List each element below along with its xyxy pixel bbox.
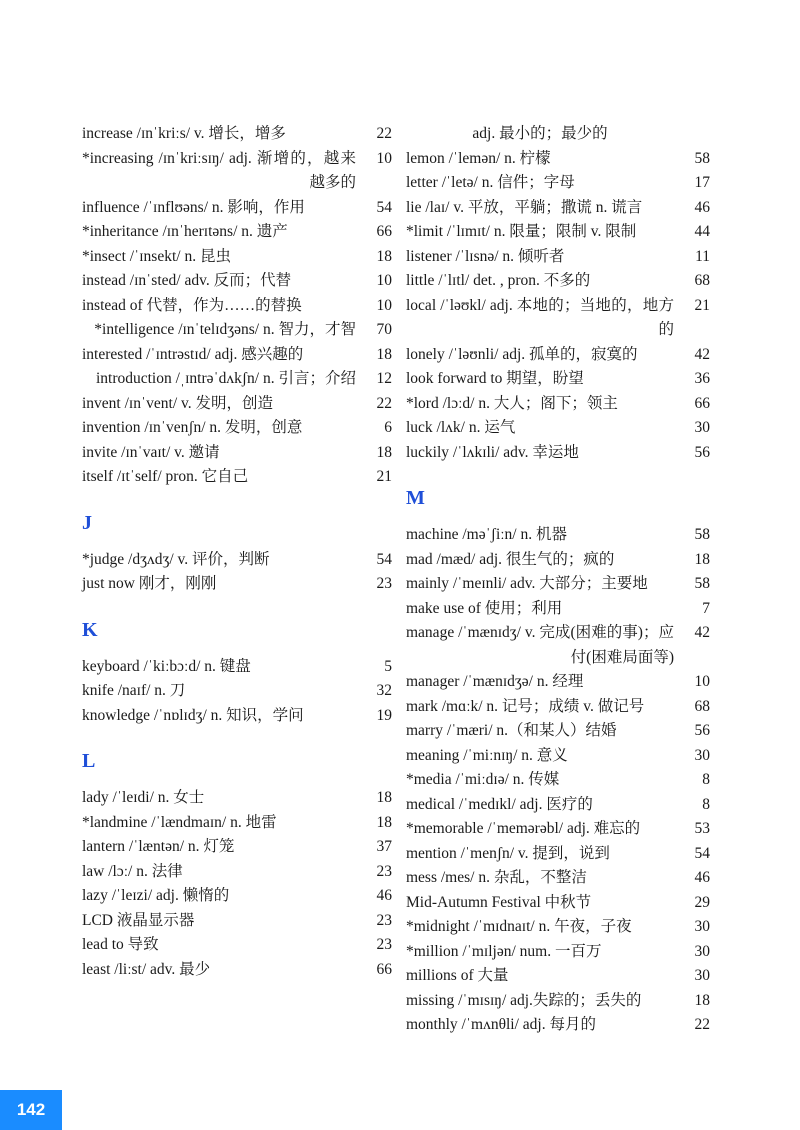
entry-page-number: 46 <box>694 198 710 216</box>
entry-page-number: 54 <box>694 844 710 862</box>
entry-page-number: 54 <box>376 550 392 568</box>
entry-text: Mid-Autumn Festival 中秋节 <box>406 893 592 911</box>
glossary-entry <box>406 416 710 441</box>
entry-text: local /ˈləʊkl/ adj. 本地的；当地的，地方的 <box>406 296 674 338</box>
entry-text: lantern /ˈlæntən/ n. 灯笼 <box>82 838 235 855</box>
entry-text: invite /ɪnˈvaɪt/ v. 邀请 <box>82 443 220 461</box>
glossary-column-left <box>82 122 392 982</box>
glossary-entry <box>406 866 710 891</box>
entry-page-number: 36 <box>694 370 710 387</box>
entry-page-number: 30 <box>694 967 710 984</box>
entry-page-number: 22 <box>376 125 392 142</box>
entry-text: *landmine /ˈlændmaɪn/ n. 地雷 <box>82 813 277 831</box>
glossary-entry <box>406 441 710 466</box>
entry-text: monthly /ˈmʌnθli/ adj. 每月的 <box>406 1016 596 1033</box>
entry-page-number: 56 <box>694 443 710 461</box>
entry-page-number: 42 <box>694 624 710 641</box>
entry-text: *media /ˈmiːdɪə/ n. 传媒 <box>406 771 560 788</box>
glossary-entry <box>406 940 710 965</box>
entry-text: instead of 代替，作为……的替换 <box>82 296 302 314</box>
entry-text: influence /ˈɪnflʊəns/ n. 影响，作用 <box>82 198 305 216</box>
entry-text: introduction /ˌɪntrəˈdʌkʃn/ n. 引言；介绍 <box>95 370 356 387</box>
entry-page-number: 10 <box>376 272 392 289</box>
section-letter: K <box>82 618 98 641</box>
entry-page-number: 8 <box>702 795 710 813</box>
entry-text: marry /ˈmæri/ n.（和某人）结婚 <box>406 722 617 739</box>
glossary-entry <box>406 269 710 294</box>
entry-page-number: 46 <box>376 887 392 904</box>
glossary-entry <box>82 416 392 441</box>
glossary-entry <box>406 147 710 172</box>
glossary-entry <box>82 811 392 836</box>
entry-page-number: 18 <box>694 991 710 1009</box>
entry-page-number: 30 <box>694 746 710 764</box>
glossary-entry <box>82 220 392 245</box>
section-letter: L <box>82 750 96 772</box>
entry-text: *judge /dʒʌdʒ/ v. 评价，判断 <box>82 550 270 568</box>
entry-page-number: 11 <box>695 247 710 265</box>
entry-page-number: 23 <box>376 575 392 592</box>
entry-text: make use of 使用；利用 <box>406 599 563 617</box>
glossary-entry <box>406 915 710 940</box>
entry-text: *increasing /ɪnˈkriːsɪŋ/ adj. 渐增的，越来越多的 <box>82 149 356 191</box>
entry-text: lemon /ˈlemən/ n. 柠檬 <box>406 149 551 167</box>
entry-page-number: 66 <box>694 394 710 412</box>
glossary-entry <box>82 786 392 811</box>
glossary-entry <box>406 719 710 744</box>
page-number: 142 <box>0 1090 62 1130</box>
entry-page-number: 5 <box>384 657 392 675</box>
entry-page-number: 29 <box>694 893 710 911</box>
entry-page-number: 21 <box>376 468 392 485</box>
entry-text: LCD 液晶显示器 <box>82 911 195 929</box>
entry-text: *lord /lɔːd/ n. 大人；阁下；领主 <box>406 394 618 412</box>
glossary-entry <box>406 245 710 270</box>
glossary-entry <box>406 768 710 793</box>
entry-text: knife /naɪf/ n. 刀 <box>82 682 186 699</box>
glossary-entry <box>82 343 392 368</box>
entry-text: interested /ˈɪntrəstɪd/ adj. 感兴趣的 <box>82 345 304 363</box>
entry-page-number: 18 <box>376 789 392 806</box>
entry-page-number: 22 <box>694 1016 710 1033</box>
entry-page-number: 12 <box>376 370 392 387</box>
glossary-entry <box>406 572 710 597</box>
entry-page-number: 30 <box>694 419 710 436</box>
entry-text: *insect /ˈɪnsekt/ n. 昆虫 <box>82 247 231 265</box>
entry-text: luckily /ˈlʌkɪli/ adv. 幸运地 <box>406 443 579 461</box>
glossary-entry <box>406 343 710 368</box>
entry-text: lead to 导致 <box>82 936 159 953</box>
entry-text: adj. 最小的；最少的 <box>472 125 608 142</box>
entry-page-number: 37 <box>376 838 392 855</box>
entry-text: instead /ɪnˈsted/ adv. 反而；代替 <box>82 272 292 289</box>
entry-page-number: 18 <box>376 813 392 831</box>
entry-page-number: 70 <box>376 321 392 338</box>
glossary-entry <box>406 392 710 417</box>
entry-text: increase /ɪnˈkriːs/ v. 增长，增多 <box>82 125 286 142</box>
entry-page-number: 68 <box>694 272 710 289</box>
glossary-entry <box>406 670 710 695</box>
entry-text: *inheritance /ɪnˈherɪtəns/ n. 遗产 <box>82 223 288 240</box>
glossary-entry <box>82 147 392 196</box>
entry-text: mess /mes/ n. 杂乱，不整洁 <box>406 869 587 886</box>
glossary-entry <box>406 817 710 842</box>
glossary-entry <box>82 884 392 909</box>
entry-text: mainly /ˈmeɪnli/ adv. 大部分；主要地 <box>406 575 648 592</box>
entry-page-number: 58 <box>694 575 710 592</box>
entry-text: mark /mɑːk/ n. 记号；成绩 v. 做记号 <box>406 697 645 715</box>
glossary-entry <box>82 318 392 343</box>
entry-text: meaning /ˈmiːnɪŋ/ n. 意义 <box>406 746 568 764</box>
glossary-entry <box>406 294 710 343</box>
entry-text: *million /ˈmɪljən/ num. 一百万 <box>406 942 602 960</box>
entry-page-number: 66 <box>376 960 392 978</box>
entry-text: manager /ˈmænɪdʒə/ n. 经理 <box>406 673 584 690</box>
entry-page-number: 18 <box>694 550 710 568</box>
entry-page-number: 21 <box>694 296 710 314</box>
entry-page-number: 23 <box>376 911 392 929</box>
entry-text: lie /laɪ/ v. 平放，平躺；撒谎 n. 谎言 <box>406 198 643 216</box>
entry-page-number: 32 <box>376 682 392 699</box>
glossary-entry <box>82 122 392 147</box>
entry-page-number: 10 <box>694 673 710 690</box>
entry-text: medical /ˈmedɪkl/ adj. 医疗的 <box>406 795 593 813</box>
glossary-entry <box>406 621 710 670</box>
entry-page-number: 10 <box>376 149 392 167</box>
entry-text: mention /ˈmenʃn/ v. 提到，说到 <box>406 844 610 862</box>
entry-page-number: 56 <box>694 722 710 739</box>
entry-page-number: 30 <box>694 942 710 960</box>
entry-page-number: 18 <box>376 345 392 363</box>
glossary-entry <box>406 744 710 769</box>
glossary-entry <box>406 1013 710 1038</box>
entry-text: look forward to 期望，盼望 <box>406 370 584 387</box>
entry-text: knowledge /ˈnɒlɪdʒ/ n. 知识，学问 <box>82 706 304 724</box>
entry-text: *intelligence /ɪnˈtelɪdʒəns/ n. 智力，才智 <box>94 321 356 338</box>
glossary-entry <box>82 909 392 934</box>
entry-page-number: 44 <box>694 223 710 240</box>
glossary-entry <box>82 196 392 221</box>
glossary-entry <box>82 933 392 958</box>
glossary-entry <box>82 704 392 729</box>
entry-text: keyboard /ˈkiːbɔːd/ n. 键盘 <box>82 657 251 675</box>
glossary-entry-continuation <box>406 122 710 147</box>
glossary-entry <box>82 367 392 392</box>
entry-text: machine /məˈʃiːn/ n. 机器 <box>406 526 567 543</box>
entry-page-number: 23 <box>376 862 392 880</box>
entry-text: invention /ɪnˈvenʃn/ n. 发明，创意 <box>82 419 303 436</box>
entry-page-number: 58 <box>694 526 710 543</box>
entry-text: law /lɔː/ n. 法律 <box>82 862 183 880</box>
glossary-entry <box>82 294 392 319</box>
entry-text: lonely /ˈləʊnli/ adj. 孤单的，寂寞的 <box>406 345 638 363</box>
entry-page-number: 23 <box>376 936 392 953</box>
entry-page-number: 22 <box>376 394 392 412</box>
entry-page-number: 17 <box>694 174 710 191</box>
section-letter: M <box>406 487 425 509</box>
entry-page-number: 53 <box>694 820 710 837</box>
glossary-entry <box>406 171 710 196</box>
entry-page-number: 18 <box>376 443 392 461</box>
glossary-entry <box>82 548 392 573</box>
glossary-entry <box>406 695 710 720</box>
entry-page-number: 6 <box>384 419 392 436</box>
entry-page-number: 30 <box>694 918 710 935</box>
glossary-entry <box>82 392 392 417</box>
entry-page-number: 8 <box>702 771 710 788</box>
glossary-entry <box>406 842 710 867</box>
glossary-entry <box>82 269 392 294</box>
glossary-entry <box>406 891 710 916</box>
entry-text: listener /ˈlɪsnə/ n. 倾听者 <box>406 247 565 265</box>
entry-text: manage /ˈmænɪdʒ/ v. 完成(困难的事)；应付(困难局面等) <box>406 624 674 666</box>
glossary-entry <box>82 679 392 704</box>
entry-text: *midnight /ˈmɪdnaɪt/ n. 午夜，子夜 <box>406 918 632 935</box>
entry-page-number: 10 <box>376 296 392 314</box>
glossary-entry <box>82 441 392 466</box>
glossary-entry <box>406 548 710 573</box>
glossary-entry <box>406 196 710 221</box>
entry-page-number: 42 <box>694 345 710 363</box>
entry-page-number: 54 <box>376 198 392 216</box>
entry-text: luck /lʌk/ n. 运气 <box>406 419 516 436</box>
glossary-column-right <box>406 122 710 1038</box>
glossary-entry <box>406 989 710 1014</box>
glossary-entry <box>82 835 392 860</box>
entry-text: millions of 大量 <box>406 967 509 984</box>
glossary-entry <box>82 245 392 270</box>
glossary-entry <box>82 572 392 597</box>
glossary-entry <box>82 860 392 885</box>
entry-page-number: 46 <box>694 869 710 886</box>
entry-page-number: 19 <box>376 706 392 724</box>
entry-text: lazy /ˈleɪzi/ adj. 懒惰的 <box>82 887 230 904</box>
entry-text: invent /ɪnˈvent/ v. 发明，创造 <box>82 394 274 412</box>
glossary-entry <box>406 220 710 245</box>
entry-text: missing /ˈmɪsɪŋ/ adj.失踪的；丢失的 <box>406 991 642 1009</box>
entry-text: itself /ɪtˈself/ pron. 它自己 <box>82 468 249 485</box>
entry-text: least /liːst/ adv. 最少 <box>82 960 211 978</box>
entry-page-number: 66 <box>376 223 392 240</box>
section-letter: J <box>82 511 92 534</box>
entry-text: little /ˈlɪtl/ det. , pron. 不多的 <box>406 272 591 289</box>
glossary-entry <box>82 465 392 490</box>
glossary-entry <box>406 523 710 548</box>
glossary-entry <box>406 964 710 989</box>
entry-text: *limit /ˈlɪmɪt/ n. 限量；限制 v. 限制 <box>406 223 637 240</box>
glossary-entry <box>406 597 710 622</box>
entry-text: letter /ˈletə/ n. 信件；字母 <box>406 174 575 191</box>
glossary-entry <box>406 793 710 818</box>
entry-text: mad /mæd/ adj. 很生气的；疯的 <box>406 550 615 568</box>
entry-text: just now 刚才，刚刚 <box>82 575 217 592</box>
entry-page-number: 68 <box>694 697 710 715</box>
glossary-entry <box>82 655 392 680</box>
glossary-entry <box>82 958 392 983</box>
entry-page-number: 18 <box>376 247 392 265</box>
entry-page-number: 58 <box>694 149 710 167</box>
entry-text: lady /ˈleɪdi/ n. 女士 <box>82 789 205 806</box>
entry-page-number: 7 <box>702 599 710 617</box>
glossary-entry <box>406 367 710 392</box>
entry-text: *memorable /ˈmemərəbl/ adj. 难忘的 <box>406 820 641 837</box>
